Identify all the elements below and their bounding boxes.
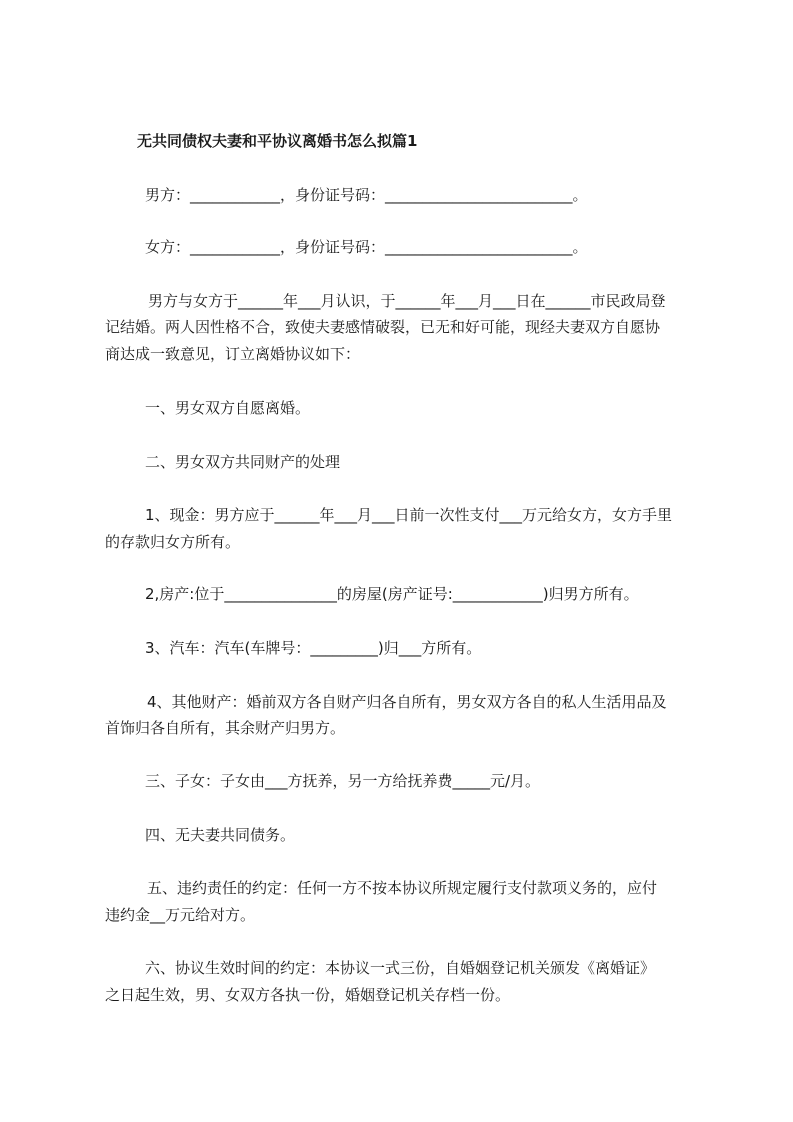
item-other-line-2: 首饰归各自所有，其余财产归男方。 bbox=[105, 719, 346, 737]
clause-6-line-1: 六、协议生效时间的约定：本协议一式三份，自婚姻登记机关颁发《离婚证》 bbox=[145, 959, 656, 977]
item-house: 2,房产:位于_______________的房屋(房产证号:____________)归男方所有。 bbox=[145, 585, 639, 603]
clause-3: 三、子女：子女由___方抚养，另一方给抚养费_____元/月。 bbox=[145, 772, 541, 790]
item-car: 3、汽车：汽车(车牌号：_________)归___方所有。 bbox=[145, 639, 482, 657]
female-party-line: 女方：____________，身份证号码：_________________________。 bbox=[145, 238, 588, 256]
intro-line-1: 男方与女方于______年___月认识，于______年___月___日在______市民政局登 bbox=[148, 292, 666, 310]
item-other-line-1: 4、其他财产：婚前双方各自财产归各自所有，男女双方各自的私人生活用品及 bbox=[147, 693, 667, 711]
item-cash-line-1: 1、现金：男方应于______年___月___日前一次性支付___万元给女方，女方手里 bbox=[145, 506, 673, 524]
clause-6-line-2: 之日起生效，男、女双方各执一份，婚姻登记机关存档一份。 bbox=[105, 986, 511, 1004]
clause-2: 二、男女双方共同财产的处理 bbox=[145, 453, 341, 471]
male-party-line: 男方：____________，身份证号码：_________________________。 bbox=[145, 186, 588, 204]
clause-5-line-1: 五、违约责任的约定：任何一方不按本协议所规定履行支付款项义务的，应付 bbox=[147, 879, 658, 897]
clause-4: 四、无夫妻共同债务。 bbox=[145, 826, 296, 844]
document-title: 无共同债权夫妻和平协议离婚书怎么拟篇1 bbox=[137, 132, 418, 150]
intro-line-3: 商达成一致意见，订立离婚协议如下： bbox=[105, 345, 361, 363]
clause-5-line-2: 违约金__万元给对方。 bbox=[105, 906, 256, 924]
intro-line-2: 记结婚。两人因性格不合，致使夫妻感情破裂，已无和好可能，现经夫妻双方自愿协 bbox=[105, 318, 661, 336]
clause-1: 一、男女双方自愿离婚。 bbox=[145, 399, 311, 417]
item-cash-line-2: 的存款归女方所有。 bbox=[105, 533, 241, 551]
